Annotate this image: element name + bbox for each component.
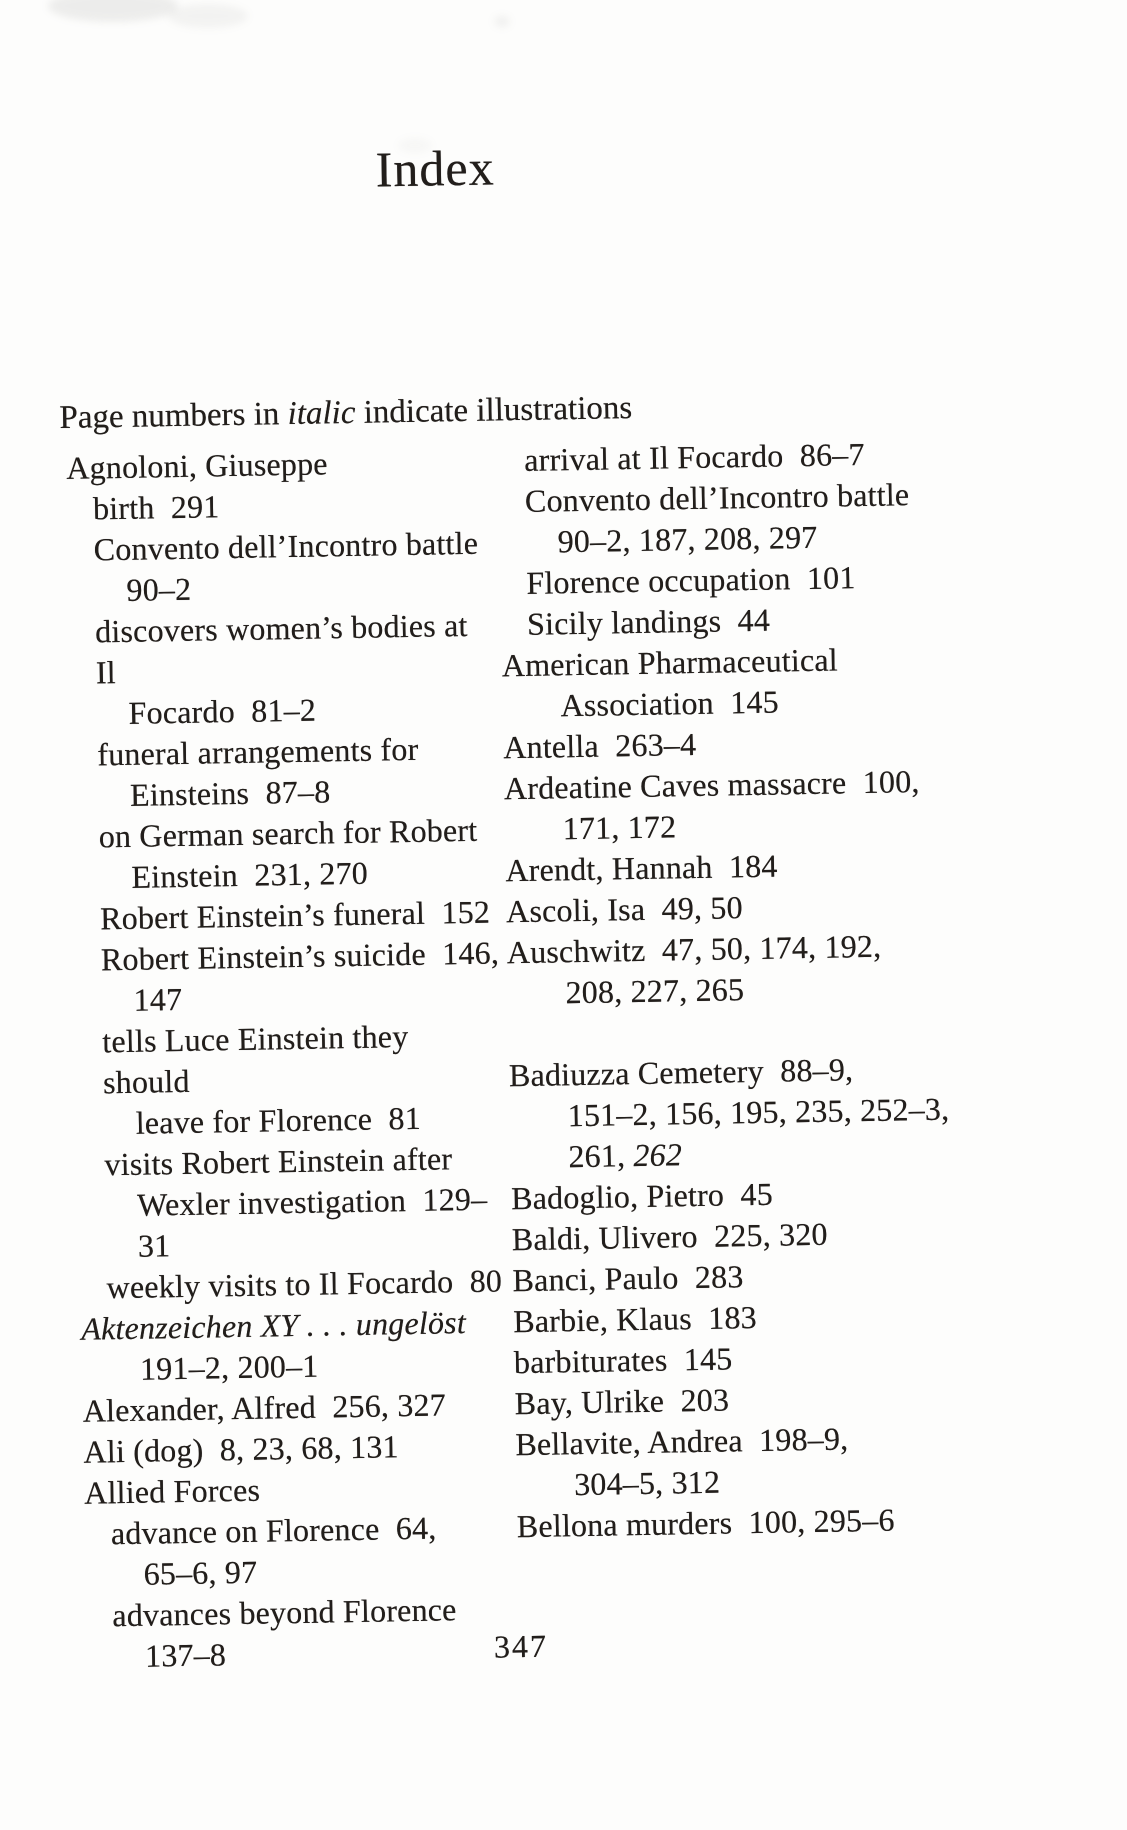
index-line [499, 474, 940, 523]
index-line [76, 1014, 502, 1103]
index-text: Ali (dog) 8, 23, 68, 131 [83, 1428, 399, 1470]
index-text: Einstein 231, 270 [131, 854, 369, 895]
index-line [82, 1383, 508, 1431]
index-line [517, 1499, 958, 1548]
index-text: arrival at Il Focardo 86–7 [523, 435, 865, 478]
index-text: 65–6, 97 [143, 1553, 258, 1592]
index-text: Agnoloni, Giuseppe [65, 445, 328, 486]
index-text: Convento dell’Incontro battle [524, 476, 910, 519]
index-line [79, 1178, 505, 1267]
index-text: Banci, Paulo 283 [512, 1258, 744, 1299]
index-text: Bay, Ulrike 203 [514, 1381, 730, 1422]
index-text: Bellavite, Andrea 198–9, [515, 1420, 849, 1463]
index-line [506, 925, 947, 974]
index-text: Florence occupation 101 [526, 559, 856, 601]
index-text: birth 291 [92, 488, 220, 527]
note-suffix: indicate illustrations [355, 390, 633, 431]
index-text: 304–5, 312 [573, 1463, 721, 1503]
index-text: 151–2, 156, 195, 235, 252–3, [567, 1090, 950, 1134]
index-line [81, 1301, 507, 1349]
index-text: Auschwitz 47, 50, 174, 192, [506, 927, 882, 971]
index-line [509, 1089, 950, 1138]
index-text: Sicily landings 44 [526, 601, 771, 642]
index-line [504, 761, 945, 810]
index-text: 191–2, 200–1 [139, 1347, 319, 1387]
index-text: funeral arrangements for [97, 730, 419, 773]
index-text: Convento dell’Incontro battle [93, 524, 479, 568]
italic-note [59, 389, 632, 439]
index-text: Robert Einstein’s funeral 152 [99, 893, 491, 937]
index-text: Ardeatine Caves massacre 100, [503, 763, 920, 807]
index-text: Arendt, Hannah 184 [505, 847, 778, 889]
index-text: 261, [568, 1137, 634, 1175]
index-text: Barbie, Klaus 183 [512, 1298, 758, 1340]
index-text: 90–2, 187, 208, 297 [557, 518, 818, 560]
index-text: 171, 172 [562, 808, 677, 847]
index-text: on German search for Robert [98, 811, 478, 855]
index-text: Bellona murders 100, 295–6 [516, 1501, 895, 1545]
index-text: Ascoli, Isa 49, 50 [505, 889, 744, 930]
index-text: 90–2 [126, 570, 192, 608]
index-text: Alexander, Alfred 256, 327 [82, 1386, 447, 1429]
index-text: advances beyond Florence [112, 1591, 457, 1634]
index-text: Badiuzza Cemetery 88–9, [508, 1051, 854, 1094]
index-text: Einsteins 87–8 [129, 773, 331, 813]
index-text: American Pharmaceutical [501, 641, 839, 684]
index-line [69, 604, 495, 693]
index-text: weekly visits to Il Focardo 80 [106, 1262, 503, 1306]
index-text-italic: Aktenzeichen XY . . . ungelöst [81, 1304, 467, 1347]
index-text: Robert Einstein’s suicide 146, [100, 934, 500, 978]
index-text: Association 145 [560, 683, 780, 724]
index-text-italic: 262 [633, 1136, 683, 1174]
index-text: tells Luce Einstein they should [102, 1017, 417, 1101]
index-text: leave for Florence 81 [135, 1099, 422, 1141]
index-text: barbiturates 145 [513, 1340, 733, 1381]
index-text: Baldi, Ulivero 225, 320 [511, 1215, 828, 1258]
index-text: Focardo 81–2 [128, 691, 317, 731]
index-text: visits Robert Einstein after [104, 1140, 453, 1183]
index-text: 137–8 [144, 1636, 227, 1674]
index-text: Wexler investigation 129–31 [136, 1180, 488, 1264]
index-text: Antella 263–4 [502, 725, 697, 766]
index-line [72, 809, 498, 857]
page-title: Index [375, 139, 496, 198]
index-line [75, 932, 501, 980]
index-text: Allied Forces [83, 1471, 261, 1511]
index-text: advance on Florence 64, [110, 1509, 437, 1552]
index-text: discovers women’s bodies at Il [94, 606, 477, 691]
page-number: 347 [493, 1627, 549, 1665]
index-text: Badoglio, Pietro 45 [510, 1175, 774, 1217]
note-prefix: Page numbers in [59, 396, 288, 437]
index-text: 147 [133, 980, 183, 1018]
note-italic-word: italic [287, 394, 356, 433]
index-column-right [498, 433, 957, 1548]
index-line [67, 522, 493, 570]
index-column-left [66, 440, 512, 1677]
index-text: 208, 227, 265 [565, 971, 745, 1011]
